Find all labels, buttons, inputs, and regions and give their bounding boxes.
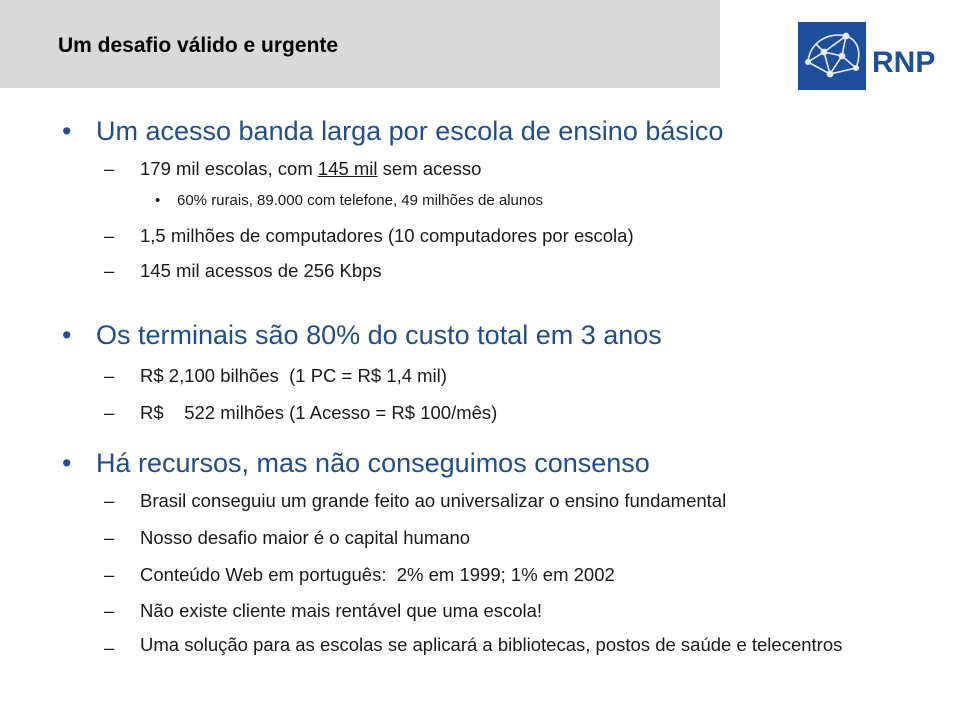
slide-content: • Um acesso banda larga por escola de ensino básico – 179 mil escolas, com 145 mil sem acesso • 60% rurais, 89.000 com telefone, 49 milhões de alunos – 1,5 milhões de computadores (10 computadores por escola) – 145 mil acessos de 256 Kbps • Os terminais são 80% do custo total em 3 anos – R$ 2,100 bilhões (1 PC = R$ 1,4 mil) – R$ 522 milhões (1 Acesso = R$ 100/mês) • Há recursos, mas não conseguimos consenso – Brasil conseguiu um grande feito ao universalizar o ensino fundamental – Nosso desafio maior é o capital humano – Conteúdo Web em português: 2% em 1999; 1% em 2002 – Não existe cliente mais rentável que uma escola! – Uma solução para as escolas se aplicará a bibliotecas, postos de saúde e telecentros	[62, 116, 843, 658]
underlined-text: 145 mil	[317, 158, 378, 179]
logo-text: RNP	[872, 46, 936, 79]
slide-title: Um desafio válido e urgente	[58, 34, 339, 57]
